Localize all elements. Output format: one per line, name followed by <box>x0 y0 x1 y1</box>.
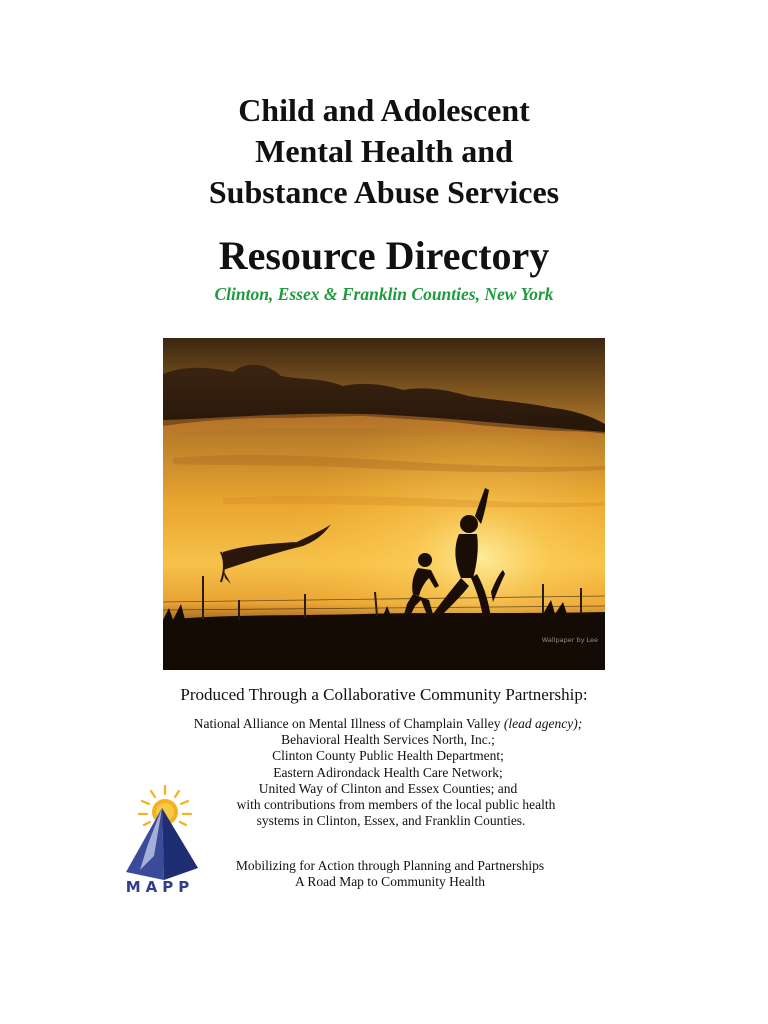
photo-credit: Wallpaper by Lee <box>541 636 598 644</box>
title-line-1: Child and Adolescent <box>238 92 530 128</box>
ground <box>163 612 605 670</box>
partner-line-6: with contributions from members of the local public health <box>236 797 556 813</box>
partner-line-1 <box>158 716 618 732</box>
title-line-3: Substance Abuse Services <box>208 174 560 210</box>
partner-line-7: systems in Clinton, Essex, and Franklin Counties. <box>256 813 526 829</box>
sunset-silhouette-image <box>163 338 605 670</box>
tagline-line-1: Mobilizing for Action through Planning and Partnerships <box>235 858 545 873</box>
produced-through-heading: Produced Through a Collaborative Community Partnership: <box>180 685 588 704</box>
cover-photo <box>163 338 605 670</box>
partner-line-4: Eastern Adirondack Health Care Network; <box>273 764 503 780</box>
mapp-logo-text: MAPP <box>125 878 195 896</box>
region-line: Clinton, Essex & Franklin Counties, New York <box>214 284 554 304</box>
partner-nami: National Alliance on Mental Illness of Champlain Valley <box>193 716 501 731</box>
partner-line-5: United Way of Clinton and Essex Counties; and <box>258 780 518 796</box>
tagline <box>150 858 630 891</box>
tagline-line-2: A Road Map to Community Health <box>294 874 486 890</box>
partner-list <box>158 716 618 829</box>
partner-line-2: Behavioral Health Services North, Inc.; <box>281 732 495 748</box>
lead-agency-note: (lead agency); <box>503 716 583 731</box>
document-title <box>0 90 768 213</box>
document-subtitle: Resource Directory <box>218 233 550 278</box>
partner-line-3: Clinton County Public Health Department; <box>272 748 504 764</box>
title-line-2: Mental Health and <box>255 133 513 169</box>
